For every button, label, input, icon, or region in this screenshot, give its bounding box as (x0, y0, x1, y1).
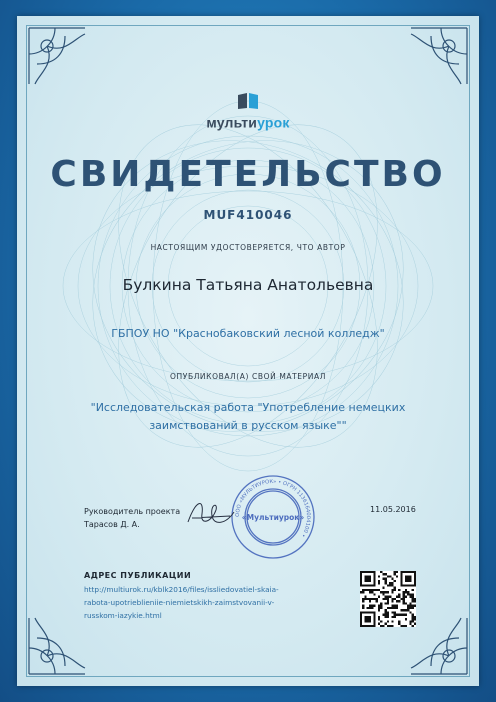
leader-label: Руководитель проекта (84, 507, 181, 516)
qr-code (360, 571, 416, 627)
project-leader (84, 505, 180, 531)
address-line-1[interactable]: http://multiurok.ru/kblk2016/files/issliedovatiel-skaia- (84, 585, 279, 594)
certificate-code: MUF410046 (203, 208, 293, 222)
address-line-3[interactable]: russkom-iazykie.html (84, 611, 162, 620)
address-line-2[interactable]: rabota-upotrieblieniie-niemietskikh-zaimstvovanii-v- (84, 598, 275, 607)
book-logo-icon (236, 92, 260, 110)
corner-ornament-top-right (401, 24, 471, 94)
published-caption: ОПУБЛИКОВАЛ(А) СВОЙ МАТЕРИАЛ (170, 372, 326, 381)
organization-name: ГБПОУ НО "Краснобаковский лесной колледж" (111, 327, 385, 340)
multiurok-logo (17, 90, 479, 131)
material-title: "Исследовательская работа "Употребление немецких заимствований в русском языке"" (90, 401, 406, 432)
logo-text (206, 114, 289, 130)
author-name: Булкина Татьяна Анатольевна (122, 276, 374, 294)
logo-text-part1: мульти (206, 114, 258, 130)
issue-date: 11.05.2016 (370, 505, 416, 514)
attest-caption: НАСТОЯЩИМ УДОСТОВЕРЯЕТСЯ, ЧТО АВТОР (150, 243, 346, 252)
certificate-title: СВИДЕТЕЛЬСТВО (50, 154, 446, 195)
round-stamp (230, 474, 316, 560)
address-title: АДРЕС ПУБЛИКАЦИИ (84, 571, 192, 580)
stamp-outer-text: ООО «МУЛЬТИУРОК» • ОГРН 1136164004100 • (234, 478, 312, 539)
stamp-center-text: «Мультиурок» (241, 513, 305, 522)
corner-ornament-top-left (25, 24, 95, 94)
signature (182, 492, 242, 532)
certificate-sheet (17, 16, 479, 686)
leader-name: Тарасов Д. А. (84, 520, 140, 529)
logo-text-part2: урок (257, 114, 290, 130)
